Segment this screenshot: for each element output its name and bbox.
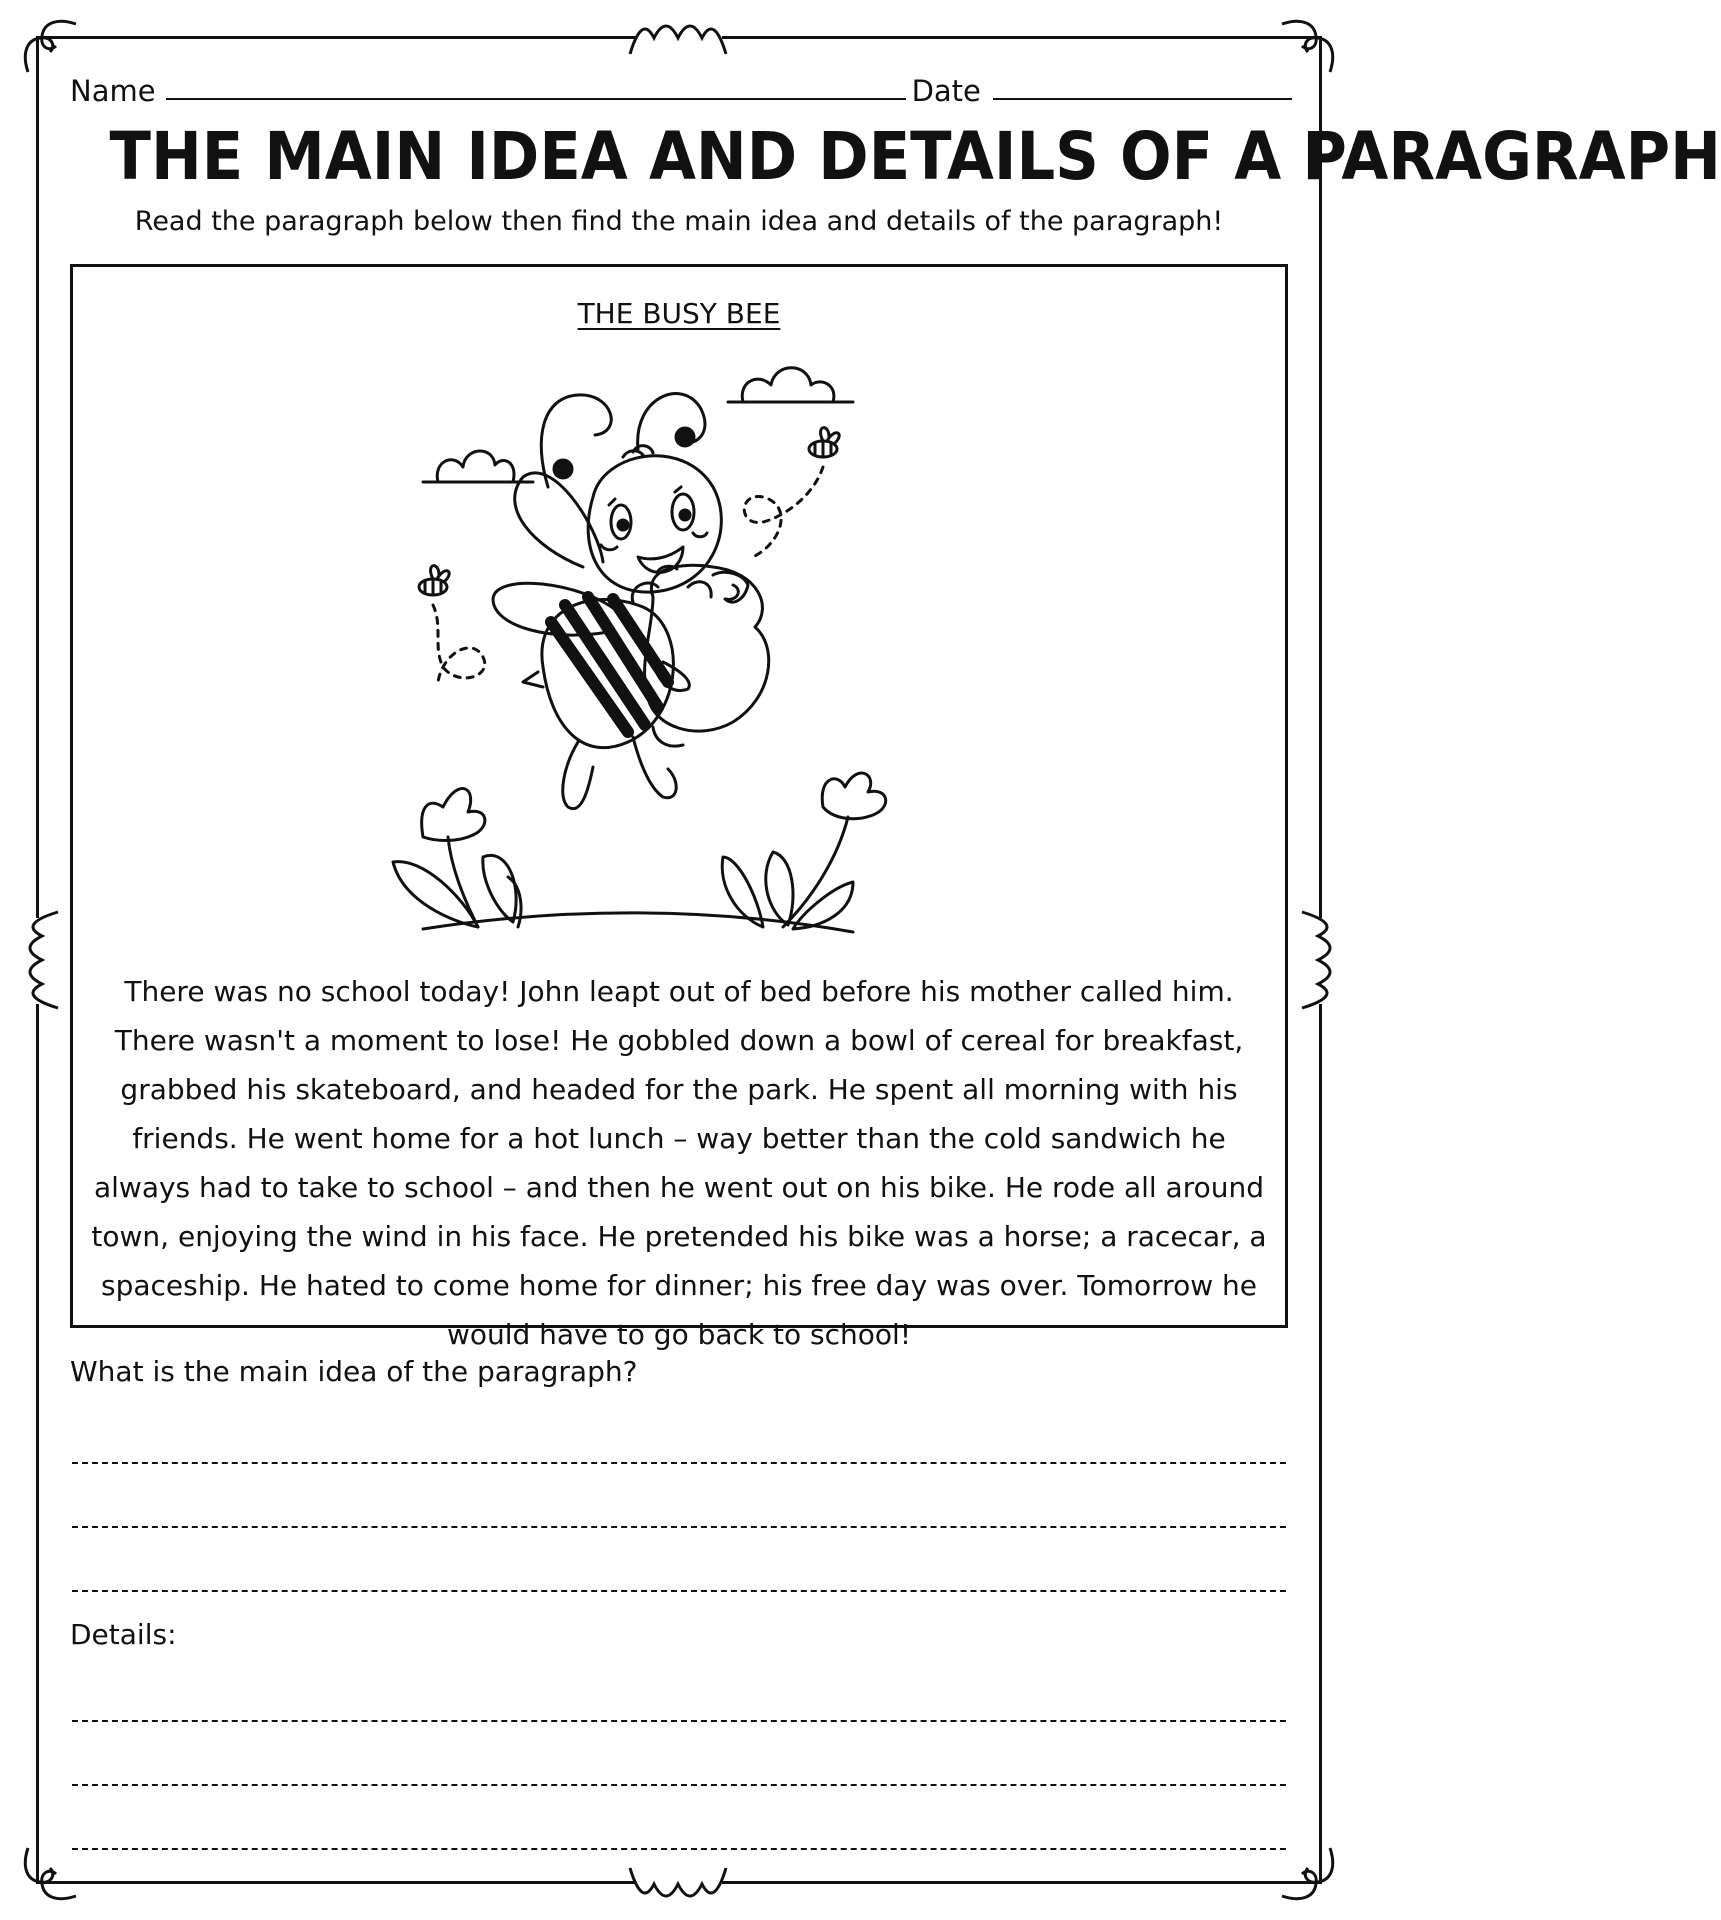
- name-date-row: [70, 64, 1292, 108]
- date-label: Date: [911, 74, 981, 108]
- worksheet-instructions: Read the paragraph below then find the main idea and details of the paragraph!: [134, 206, 1224, 237]
- main-idea-question: What is the main idea of the paragraph?: [70, 1355, 638, 1388]
- left-squiggle-icon: [18, 908, 64, 1014]
- details-answer-line-2[interactable]: [72, 1784, 1286, 1786]
- main-idea-answer-line-2[interactable]: [72, 1526, 1286, 1528]
- story-paragraph: There was no school today! John leapt out of bed before his mother called him. There wasn't a moment to lose! He gobbled down a bowl of cereal for breakfast, grabbed his skateboard, and headed for the park. He spent all morning with his friends. He went home for a hot lunch – way better than the cold sandwich he always had to take to school – and then he went out on his bike. He rode all around town, enjoying the wind in his face. He pretended his bike was a horse; a racecar, a spaceship. He hated to come home for dinner; his free day was over. Tomorrow he would have to go back to school!: [91, 975, 1267, 1351]
- bee-with-honey-pot-icon: [383, 337, 1033, 937]
- details-answer-line-3[interactable]: [72, 1848, 1286, 1850]
- date-field-line[interactable]: [993, 98, 1292, 100]
- story-box: [70, 264, 1288, 1351]
- story-title: THE BUSY BEE: [577, 297, 781, 330]
- main-idea-answer-line-3[interactable]: [72, 1590, 1286, 1592]
- name-field-line[interactable]: [166, 98, 906, 100]
- bottom-squiggle-icon: [626, 1862, 732, 1908]
- main-idea-answer-line-1[interactable]: [72, 1462, 1286, 1464]
- details-answer-line-1[interactable]: [72, 1720, 1286, 1722]
- name-label: Name: [70, 74, 156, 108]
- corner-flourish-bottom-right-icon: [1270, 1836, 1340, 1906]
- details-label: Details:: [70, 1618, 177, 1651]
- corner-flourish-bottom-left-icon: [18, 1836, 88, 1906]
- right-squiggle-icon: [1296, 908, 1342, 1014]
- worksheet-title: THE MAIN IDEA AND DETAILS OF A PARAGRAPH: [109, 118, 1721, 195]
- top-squiggle-icon: [626, 14, 732, 60]
